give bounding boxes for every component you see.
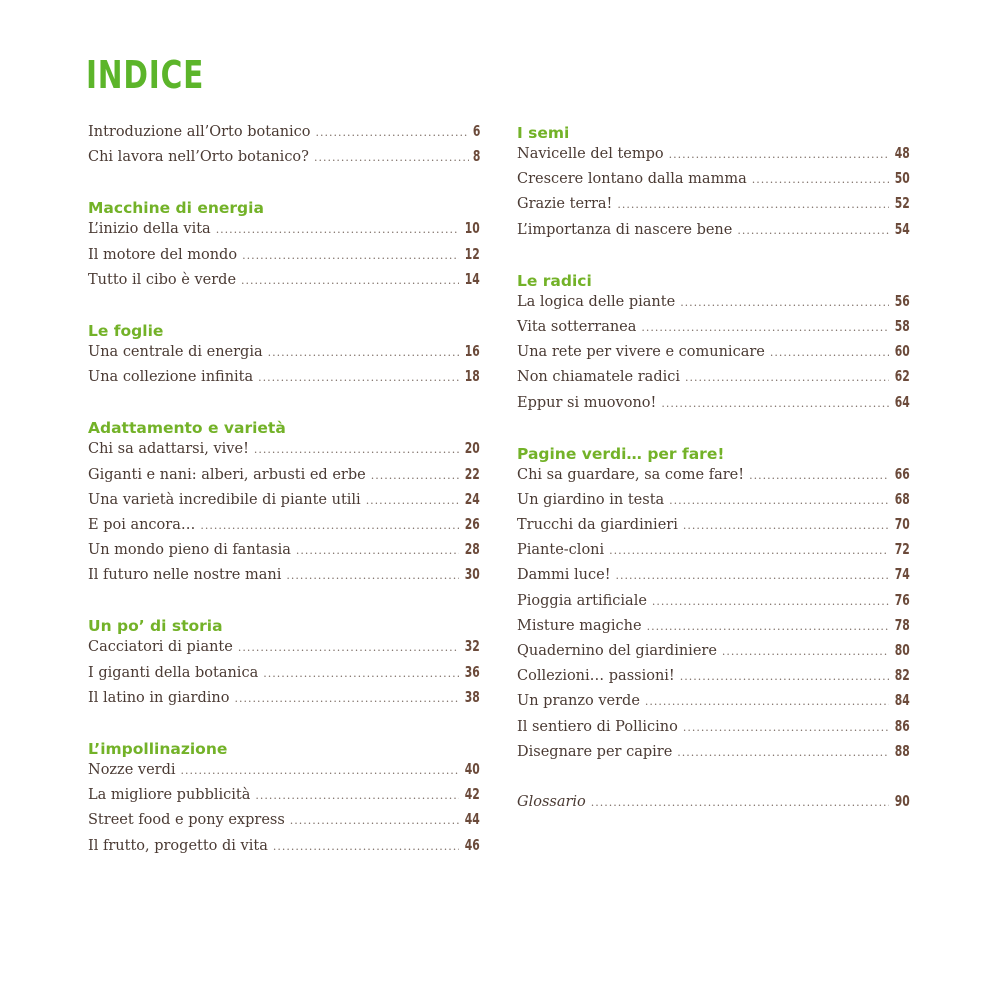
toc-entry-label: Pioggia artificiale [517, 592, 647, 609]
dot-leader [647, 614, 890, 639]
dot-leader [255, 783, 459, 808]
toc-page-number: 42 [464, 785, 480, 804]
toc-page-number: 30 [464, 565, 480, 584]
section-spacer [517, 415, 910, 440]
dot-leader [617, 192, 889, 217]
toc-page-number: 32 [464, 637, 480, 656]
toc-entry-label: Chi lavora nell’Orto botanico? [88, 149, 309, 166]
section-title-adattamento-e-varieta: Adattamento e varietà [88, 419, 286, 438]
dot-leader [290, 808, 459, 833]
toc-entry[interactable] [517, 191, 910, 216]
toc-entry[interactable] [88, 216, 480, 241]
toc-entry[interactable] [88, 562, 480, 587]
toc-entry-label: Il sentiero di Pollicino [517, 718, 678, 735]
toc-page-number: 66 [894, 464, 910, 483]
toc-entry-label: Eppur si muovono! [517, 394, 657, 411]
dot-leader [680, 664, 889, 689]
toc-page-number: 74 [894, 565, 910, 584]
toc-entry-label: Una rete per vivere e comunicare [517, 344, 765, 361]
toc-page-number: 48 [894, 144, 910, 162]
toc-entry[interactable] [88, 512, 480, 537]
toc-entry-label: Disegnare per capire [517, 743, 673, 760]
toc-entry[interactable] [517, 462, 910, 487]
toc-entry[interactable] [517, 663, 910, 688]
toc-entry-label: L’importanza di nascere bene [517, 221, 733, 238]
toc-page-number: 86 [894, 716, 910, 735]
dot-leader [652, 589, 889, 614]
toc-page-number: 46 [464, 835, 480, 854]
toc-entry-label: Una varietà incredibile di piante utili [88, 491, 361, 508]
toc-page-number: 38 [464, 687, 480, 706]
toc-entry-label: Un giardino in testa [517, 491, 665, 508]
toc-page-number: 28 [464, 540, 480, 559]
toc-entry-label: La logica delle piante [517, 293, 676, 310]
toc-entry-label: Una centrale di energia [88, 343, 263, 360]
toc-entry[interactable] [517, 217, 910, 242]
toc-entry[interactable] [517, 613, 910, 638]
toc-entry-label: Non chiamatele radici [517, 369, 680, 386]
toc-entry[interactable] [88, 462, 480, 487]
dot-leader [749, 463, 889, 488]
toc-page-number: 44 [464, 810, 480, 829]
dot-leader [268, 340, 460, 365]
dot-leader [242, 243, 459, 268]
toc-page-number: 84 [894, 691, 910, 710]
dot-leader [591, 790, 889, 815]
page-title: INDICE [86, 53, 205, 97]
toc-entry[interactable] [88, 685, 480, 710]
toc-entry-label: Navicelle del tempo [517, 146, 664, 162]
toc-entry[interactable] [88, 634, 480, 659]
toc-entry[interactable] [88, 782, 480, 807]
toc-page-number: 24 [464, 489, 480, 508]
dot-leader [366, 488, 460, 513]
toc-page-number: 6 [472, 122, 480, 140]
dot-leader [241, 268, 459, 293]
toc-entry-label: Chi sa adattarsi, vive! [88, 441, 249, 458]
dot-leader [683, 715, 889, 740]
dot-leader [286, 563, 459, 588]
toc-entry[interactable] [88, 537, 480, 562]
toc-page-number: 72 [894, 540, 910, 559]
dot-leader [371, 463, 460, 488]
section-spacer [517, 242, 910, 267]
dot-leader [752, 167, 889, 192]
toc-entry[interactable] [517, 512, 910, 537]
toc-entry[interactable] [88, 119, 480, 144]
toc-page-number: 64 [894, 392, 910, 411]
toc-page-number: 82 [894, 666, 910, 685]
toc-left-column [88, 119, 480, 858]
toc-page-number: 18 [464, 367, 480, 386]
toc-page-number: 54 [894, 219, 910, 238]
toc-entry[interactable] [517, 714, 910, 739]
section-spacer [88, 169, 480, 194]
toc-entry[interactable] [517, 537, 910, 562]
toc-page-number: 22 [464, 464, 480, 483]
dot-leader [669, 488, 889, 513]
dot-leader [737, 218, 889, 243]
section-title-un-po-di-storia: Un po’ di storia [88, 617, 223, 636]
toc-page-number: 26 [464, 514, 480, 533]
section-spacer [517, 764, 910, 789]
toc-entry-label: Un mondo pieno di fantasia [88, 542, 291, 559]
dot-leader [669, 142, 890, 167]
toc-entry-label: Misture magiche [517, 617, 642, 634]
toc-page-number: 52 [894, 194, 910, 213]
dot-leader [680, 290, 889, 315]
dot-leader [645, 689, 889, 714]
dot-leader [316, 120, 469, 145]
toc-page-number: 40 [464, 760, 480, 778]
toc-entry[interactable] [517, 562, 910, 587]
dot-leader [296, 538, 459, 563]
toc-entry-label: Il latino in giardino [88, 689, 230, 706]
toc-right-column [517, 119, 910, 814]
toc-entry[interactable] [88, 267, 480, 292]
toc-entry-label: Cacciatori di piante [88, 639, 233, 656]
toc-page-number: 90 [894, 791, 910, 810]
section-title-i-semi: I semi [517, 124, 570, 142]
toc-page-number: 58 [894, 316, 910, 335]
dot-leader [263, 661, 459, 686]
toc-entry[interactable] [517, 314, 910, 339]
toc-entry[interactable] [517, 166, 910, 191]
toc-entry-label: I giganti della botanica [88, 664, 259, 681]
toc-entry-label: Crescere lontano dalla mamma [517, 171, 747, 188]
section-spacer [88, 292, 480, 317]
toc-entry[interactable] [88, 833, 480, 858]
toc-entry-label: Il futuro nelle nostre mani [88, 567, 282, 584]
dot-leader [216, 217, 460, 242]
toc-entry[interactable] [517, 289, 910, 314]
toc-entry[interactable] [88, 436, 480, 461]
dot-leader [200, 513, 459, 538]
toc-entry-label: Chi sa guardare, sa come fare! [517, 466, 745, 483]
toc-entry[interactable] [517, 364, 910, 389]
toc-page-number: 50 [894, 169, 910, 188]
toc-page-number: 36 [464, 662, 480, 681]
dot-leader [314, 145, 469, 170]
toc-entry-label: Dammi luce! [517, 567, 611, 584]
toc-entry-label: Collezioni… passioni! [517, 668, 675, 685]
toc-entry-label: Street food e pony express [88, 812, 285, 829]
toc-entry-label: Giganti e nani: alberi, arbusti ed erbe [88, 466, 366, 483]
toc-entry-label: Un pranzo verde [517, 693, 640, 710]
toc-entry[interactable] [88, 242, 480, 267]
toc-entry-label: Nozze verdi [88, 762, 176, 778]
dot-leader [722, 639, 889, 664]
dot-leader [234, 686, 459, 711]
toc-entry-label: Vita sotterranea [517, 318, 637, 335]
dot-leader [609, 538, 889, 563]
toc-entry-label: Grazie terra! [517, 196, 613, 213]
toc-page-number: 12 [464, 244, 480, 263]
toc-entry-label: Trucchi da giardinieri [517, 517, 678, 534]
section-spacer [88, 710, 480, 735]
toc-entry[interactable] [88, 757, 480, 782]
toc-entry[interactable] [88, 807, 480, 832]
toc-page-number: 88 [894, 741, 910, 760]
toc-entry[interactable] [517, 789, 910, 814]
dot-leader [641, 315, 889, 340]
toc-page-number: 70 [894, 515, 910, 534]
section-title-le-radici: Le radici [517, 271, 592, 290]
dot-leader [677, 740, 889, 765]
toc-entry[interactable] [517, 688, 910, 713]
toc-entry[interactable] [517, 487, 910, 512]
toc-page-number: 56 [894, 291, 910, 310]
dot-leader [238, 635, 459, 660]
dot-leader [254, 437, 459, 462]
toc-entry-label: Una collezione infinita [88, 369, 254, 386]
toc-page-number: 14 [464, 269, 480, 288]
dot-leader [770, 340, 889, 365]
toc-entry[interactable] [88, 144, 480, 169]
dot-leader [181, 758, 460, 783]
toc-entry[interactable] [517, 390, 910, 415]
section-title-l-impollinazione: L’impollinazione [88, 740, 228, 758]
toc-page-number: 76 [894, 590, 910, 609]
toc-entry[interactable] [88, 364, 480, 389]
toc-entry[interactable] [517, 588, 910, 613]
toc-page-number: 10 [464, 219, 480, 238]
toc-entry[interactable] [517, 339, 910, 364]
toc-page-number: 16 [464, 341, 480, 360]
toc-entry[interactable] [517, 638, 910, 663]
dot-leader [273, 834, 459, 859]
toc-page-number: 20 [464, 439, 480, 458]
section-spacer [88, 587, 480, 612]
toc-entry-label: E poi ancora… [88, 516, 196, 533]
section-spacer [88, 389, 480, 414]
section-title-le-foglie: Le foglie [88, 321, 164, 340]
toc-entry-label: Il frutto, progetto di vita [88, 837, 268, 854]
toc-page-number: 78 [894, 615, 910, 634]
toc-page-number: 80 [894, 641, 910, 659]
toc-entry[interactable] [88, 339, 480, 364]
dot-leader [683, 513, 889, 538]
dot-leader [616, 563, 890, 588]
dot-leader [258, 365, 459, 390]
section-title-pagine-verdi-per-fare: Pagine verdi… per fare! [517, 444, 725, 463]
toc-entry[interactable] [517, 739, 910, 764]
toc-entry-label: Introduzione all’Orto botanico [88, 124, 311, 140]
toc-page-number: 62 [894, 367, 910, 386]
toc-entry[interactable] [517, 141, 910, 166]
toc-entry-label: Glossario [517, 793, 586, 810]
toc-entry-label: L’inizio della vita [88, 221, 211, 238]
dot-leader [685, 365, 889, 390]
toc-entry-label: La migliore pubblicità [88, 787, 251, 804]
toc-entry-label: Tutto il cibo è verde [88, 271, 237, 288]
toc-page-number: 60 [894, 342, 910, 361]
toc-entry-label: Quadernino del giardiniere [517, 643, 717, 659]
dot-leader [661, 391, 889, 416]
toc-page-number: 68 [894, 489, 910, 508]
toc-entry[interactable] [88, 487, 480, 512]
toc-page-number: 8 [472, 147, 480, 166]
toc-entry[interactable] [88, 660, 480, 685]
section-title-macchine-di-energia: Macchine di energia [88, 199, 264, 218]
toc-entry-label: Piante-cloni [517, 542, 605, 559]
toc-entry-label: Il motore del mondo [88, 246, 238, 263]
